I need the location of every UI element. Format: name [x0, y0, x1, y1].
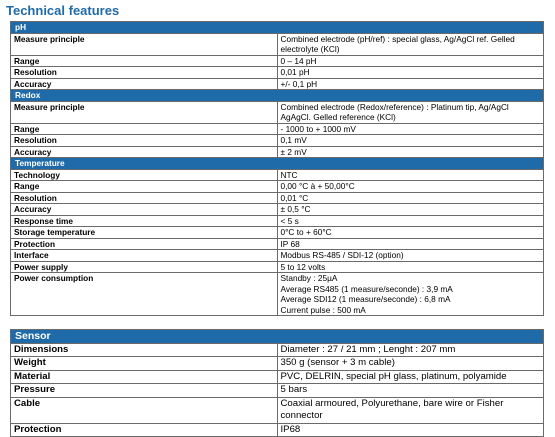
- row-value: [277, 423, 544, 437]
- value-line: Standby : 25µA: [280, 273, 338, 283]
- row-value: [277, 250, 544, 262]
- value-line: electrolyte (KCl): [280, 44, 340, 54]
- row-value: [277, 384, 544, 398]
- row-label: Dimensions: [11, 343, 278, 357]
- sensor-table: [10, 329, 544, 437]
- table-row: [11, 78, 544, 90]
- value-line: ± 2 mV: [280, 146, 307, 157]
- value-line: < 5 s: [280, 215, 299, 226]
- value-line: 5 to 12 volts: [280, 261, 326, 272]
- row-value: [277, 101, 544, 123]
- table-row: [11, 227, 544, 239]
- row-label: Response time: [11, 215, 278, 227]
- section-header-redox: [11, 90, 544, 102]
- row-value: [277, 181, 544, 193]
- row-label: Resolution: [11, 135, 278, 147]
- section-title: pH: [11, 22, 544, 34]
- row-value: [277, 238, 544, 250]
- section-title: Temperature: [11, 158, 544, 170]
- section-header-sensor: [11, 330, 544, 344]
- row-label: Protection: [11, 423, 278, 437]
- table-row: [11, 397, 544, 423]
- row-value: [277, 370, 544, 384]
- table-row: [11, 181, 544, 193]
- table-row: [11, 192, 544, 204]
- table-row: [11, 169, 544, 181]
- page-title: Technical features: [6, 3, 120, 18]
- row-value: [277, 204, 544, 216]
- table-row: [11, 123, 544, 135]
- table-row: [11, 55, 544, 67]
- row-label: Measure principle: [11, 101, 278, 123]
- row-value: [277, 33, 544, 55]
- value-line: Coaxial armoured, Polyurethane, bare wire or Fisher connector: [280, 397, 504, 421]
- row-label: Range: [11, 55, 278, 67]
- table-row: [11, 135, 544, 147]
- value-line: IP68: [280, 423, 301, 435]
- value-line: Average RS485 (1 measure/seconde) : 3,9 mA: [280, 283, 453, 294]
- value-line: 5 bars: [280, 384, 308, 395]
- row-label: Resolution: [11, 67, 278, 79]
- row-label: Pressure: [11, 384, 278, 398]
- row-label: Power consumption: [11, 273, 278, 316]
- value-line: AgAgCl. Gelled reference (KCl): [280, 112, 396, 122]
- table-row: [11, 204, 544, 216]
- table-row: [11, 101, 544, 123]
- value-line: 0 – 14 pH: [280, 55, 317, 66]
- row-label: Interface: [11, 250, 278, 262]
- table-row: [11, 146, 544, 158]
- row-label: Power supply: [11, 261, 278, 273]
- row-label: Technology: [11, 169, 278, 181]
- table-row: [11, 33, 544, 55]
- value-line: PVC, DELRIN, special pH glass, platinum, polyamide: [280, 370, 507, 382]
- row-value: [277, 192, 544, 204]
- row-value: [277, 397, 544, 423]
- row-value: [277, 67, 544, 79]
- table-row: [11, 423, 544, 437]
- value-line: 0°C to + 60°C: [280, 227, 332, 237]
- row-label: Measure principle: [11, 33, 278, 55]
- table-row: [11, 67, 544, 79]
- row-value: [277, 273, 544, 316]
- value-line: 0,01 pH: [280, 67, 310, 77]
- row-label: Weight: [11, 357, 278, 371]
- value-line: 0,1 mV: [280, 135, 307, 145]
- table-row: [11, 370, 544, 384]
- row-value: [277, 343, 544, 357]
- section-header-temperature: [11, 158, 544, 170]
- value-line: 350 g (sensor + 3 m cable): [280, 357, 395, 368]
- technical-features-table: [10, 21, 544, 316]
- row-label: Material: [11, 370, 278, 384]
- value-line: Diameter : 27 / 21 mm ; Lenght : 207 mm: [280, 343, 456, 355]
- value-line: NTC: [280, 169, 298, 180]
- value-line: Current pulse : 500 mA: [280, 304, 366, 315]
- row-label: Storage temperature: [11, 227, 278, 239]
- row-label: Resolution: [11, 192, 278, 204]
- value-line: Average SDI12 (1 measure/seconde) : 6,8 mA: [280, 294, 451, 304]
- row-value: [277, 135, 544, 147]
- row-value: [277, 55, 544, 67]
- row-label: Range: [11, 181, 278, 193]
- row-label: Cable: [11, 397, 278, 423]
- row-label: Accuracy: [11, 204, 278, 216]
- value-line: 0,00 °C à + 50,00°C: [280, 181, 355, 191]
- value-line: ± 0,5 °C: [280, 204, 311, 214]
- row-value: [277, 215, 544, 227]
- row-label: Accuracy: [11, 146, 278, 158]
- value-line: - 1000 to + 1000 mV: [280, 123, 356, 134]
- value-line: Combined electrode (Redox/reference) : Platinum tip, Ag/AgCl: [280, 101, 509, 112]
- section-title: Sensor: [11, 330, 544, 344]
- table-row: [11, 384, 544, 398]
- section-header-ph: [11, 22, 544, 34]
- table-row: [11, 343, 544, 357]
- value-line: +/- 0,1 pH: [280, 78, 318, 89]
- value-line: Modbus RS-485 / SDI-12 (option): [280, 250, 404, 260]
- value-line: 0,01 °C: [280, 192, 309, 203]
- table-row: [11, 261, 544, 273]
- row-value: [277, 78, 544, 90]
- table-row: [11, 250, 544, 262]
- table-row: [11, 215, 544, 227]
- row-value: [277, 357, 544, 371]
- row-label: Protection: [11, 238, 278, 250]
- table-row: [11, 357, 544, 371]
- table-row: [11, 238, 544, 250]
- row-value: [277, 227, 544, 239]
- table-row: [11, 273, 544, 316]
- value-line: IP 68: [280, 238, 300, 249]
- row-value: [277, 123, 544, 135]
- value-line: Combined electrode (pH/ref) : special glass, Ag/AgCl ref. Gelled: [280, 33, 515, 44]
- row-label: Range: [11, 123, 278, 135]
- row-value: [277, 146, 544, 158]
- section-title: Redox: [11, 90, 544, 102]
- row-label: Accuracy: [11, 78, 278, 90]
- row-value: [277, 261, 544, 273]
- row-value: [277, 169, 544, 181]
